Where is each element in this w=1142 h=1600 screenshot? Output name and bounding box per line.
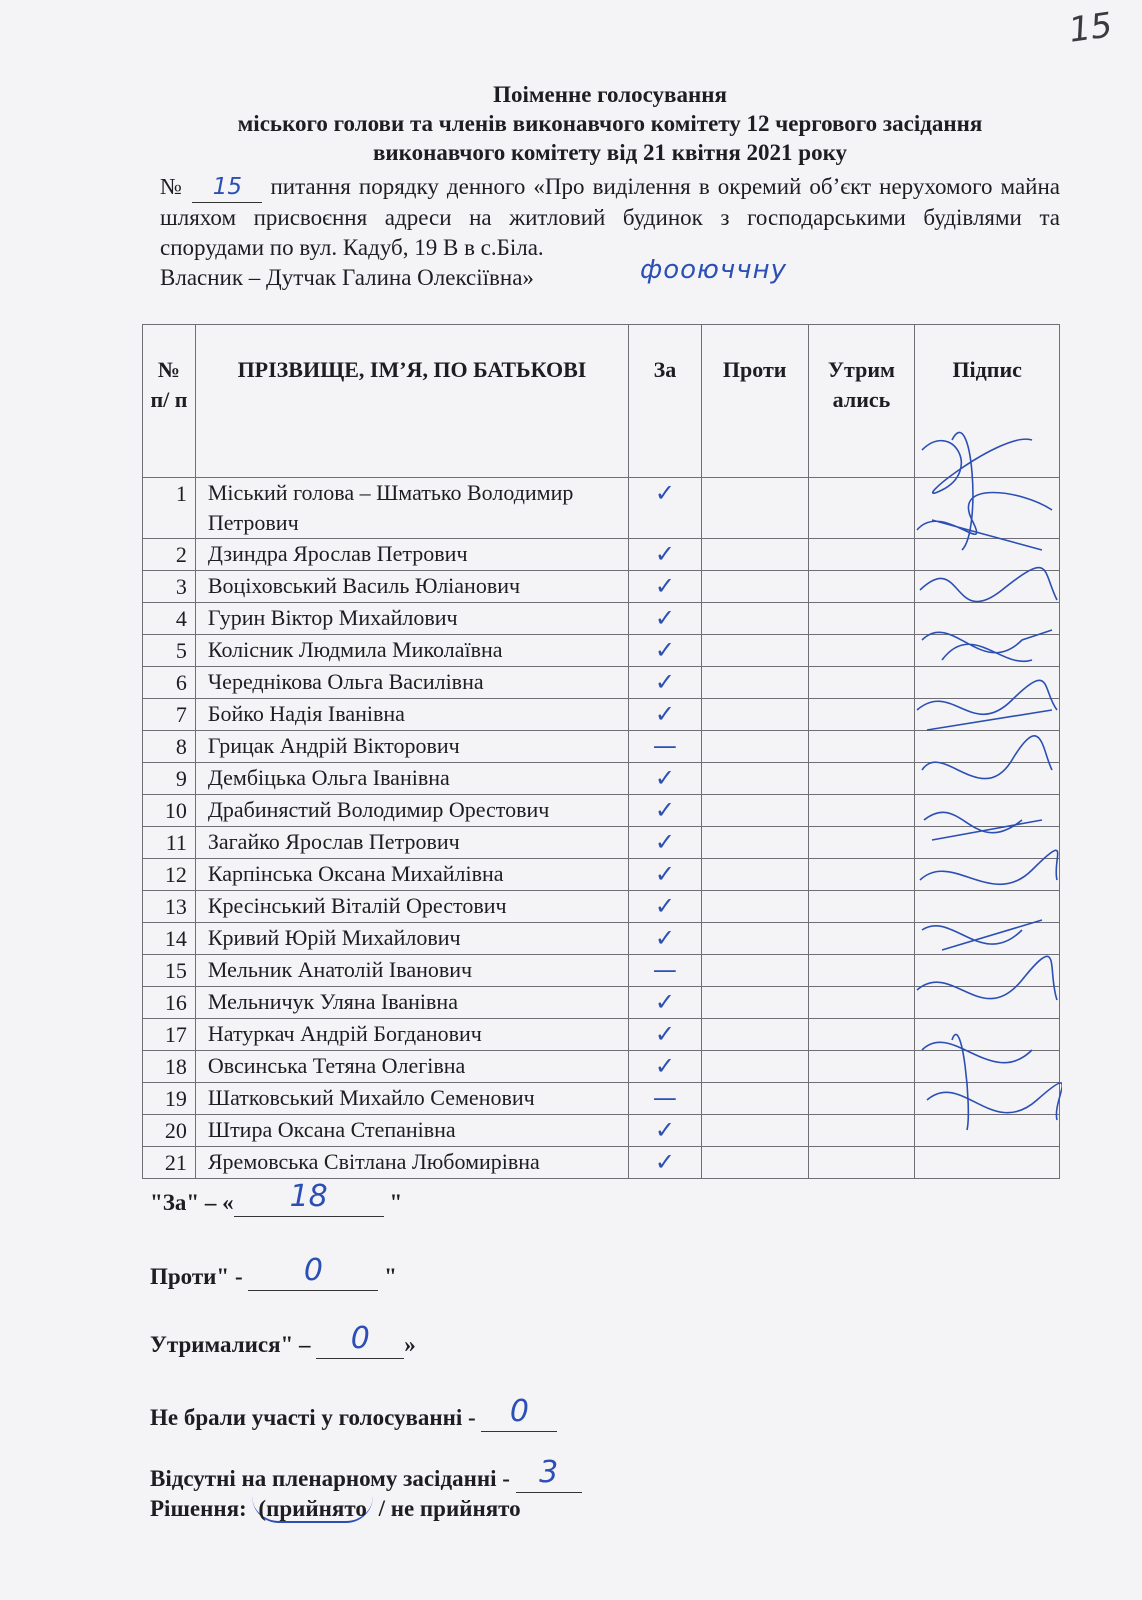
abstained-cell — [808, 1051, 915, 1083]
abstained-cell — [808, 1083, 915, 1115]
member-name: Яремовська Світлана Любомирівна — [195, 1147, 628, 1179]
summary-abstained-value: 0 — [350, 1321, 370, 1356]
header-for: За — [629, 325, 702, 478]
row-number: 14 — [143, 923, 196, 955]
abstained-cell — [808, 539, 915, 571]
decision-label: Рішення: — [150, 1496, 253, 1521]
against-cell — [701, 571, 808, 603]
summary-decision — [150, 1496, 521, 1522]
header-no: № п/ п — [143, 325, 196, 478]
row-number: 10 — [143, 795, 196, 827]
summary-for-value: 18 — [289, 1179, 328, 1214]
member-name: Шатковський Михайло Семенович — [195, 1083, 628, 1115]
row-number: 18 — [143, 1051, 196, 1083]
summary-against-end: " — [378, 1264, 397, 1289]
against-cell — [701, 731, 808, 763]
member-name: Череднікова Ольга Василівна — [195, 667, 628, 699]
vote-mark: ✓ — [629, 571, 702, 603]
summary-for-label: "За" – « — [150, 1190, 234, 1215]
header-against: Проти — [701, 325, 808, 478]
member-name: Кресінський Віталій Орестович — [195, 891, 628, 923]
summary-absent — [150, 1455, 582, 1493]
row-number: 15 — [143, 955, 196, 987]
abstained-cell — [808, 731, 915, 763]
summary-absent-blank — [516, 1455, 582, 1493]
member-name: Драбинястий Володимир Орестович — [195, 795, 628, 827]
against-cell — [701, 763, 808, 795]
vote-mark: ✓ — [629, 603, 702, 635]
vote-mark: ✓ — [629, 539, 702, 571]
row-number: 9 — [143, 763, 196, 795]
owner-signature: фооюччну — [640, 255, 788, 285]
vote-mark: — — [629, 1083, 702, 1115]
row-number: 12 — [143, 859, 196, 891]
against-cell — [701, 1051, 808, 1083]
member-name: Карпінська Оксана Михайлівна — [195, 859, 628, 891]
title-line-1: Поіменне голосування — [493, 82, 727, 107]
against-cell — [701, 539, 808, 571]
row-number: 13 — [143, 891, 196, 923]
abstained-cell — [808, 1115, 915, 1147]
member-name: Грицак Андрій Вікторович — [195, 731, 628, 763]
member-name: Кривий Юрій Михайлович — [195, 923, 628, 955]
vote-mark: ✓ — [629, 763, 702, 795]
abstained-cell — [808, 603, 915, 635]
member-name: Загайко Ярослав Петрович — [195, 827, 628, 859]
abstained-cell — [808, 699, 915, 731]
vote-mark: ✓ — [629, 1019, 702, 1051]
member-name: Воціховський Василь Юліанович — [195, 571, 628, 603]
decision-rest: / не прийнято — [372, 1496, 521, 1521]
member-name: Дзиндра Ярослав Петрович — [195, 539, 628, 571]
against-cell — [701, 1147, 808, 1179]
summary-not-voted-blank — [481, 1394, 557, 1432]
row-number: 11 — [143, 827, 196, 859]
abstained-cell — [808, 859, 915, 891]
abstained-cell — [808, 478, 915, 539]
row-number: 4 — [143, 603, 196, 635]
owner-line: Власник – Дутчак Галина Олексіївна» — [160, 265, 534, 290]
against-cell — [701, 667, 808, 699]
page-number: 15 — [1066, 5, 1115, 51]
row-number: 17 — [143, 1019, 196, 1051]
vote-mark: ✓ — [629, 667, 702, 699]
header-abstained: Утрим ались — [808, 325, 915, 478]
summary-absent-value: 3 — [539, 1455, 559, 1490]
vote-mark: ✓ — [629, 859, 702, 891]
summary-abstained — [150, 1321, 416, 1359]
against-cell — [701, 859, 808, 891]
summary-not-voted — [150, 1394, 557, 1432]
against-cell — [701, 1083, 808, 1115]
vote-mark: ✓ — [629, 923, 702, 955]
vote-mark: — — [629, 731, 702, 763]
against-cell — [701, 1115, 808, 1147]
abstained-cell — [808, 667, 915, 699]
decision-accepted: (прийнято — [252, 1496, 372, 1523]
member-name: Овсинська Тетяна Олегівна — [195, 1051, 628, 1083]
abstained-cell — [808, 763, 915, 795]
member-name: Штира Оксана Степанівна — [195, 1115, 628, 1147]
signatures-scribble — [912, 410, 1062, 1170]
row-number: 20 — [143, 1115, 196, 1147]
summary-absent-label: Відсутні на пленарному засіданні - — [150, 1466, 516, 1491]
against-cell — [701, 1019, 808, 1051]
summary-abstained-label: Утрималися" – — [150, 1332, 317, 1357]
abstained-cell — [808, 955, 915, 987]
document-title — [140, 80, 1080, 167]
abstained-cell — [808, 987, 915, 1019]
row-number: 19 — [143, 1083, 196, 1115]
summary-against-value: 0 — [303, 1253, 323, 1288]
against-cell — [701, 955, 808, 987]
vote-mark: ✓ — [629, 1115, 702, 1147]
row-number: 7 — [143, 699, 196, 731]
vote-mark: ✓ — [629, 795, 702, 827]
vote-mark: ✓ — [629, 699, 702, 731]
vote-mark: ✓ — [629, 891, 702, 923]
summary-abstained-blank — [316, 1321, 404, 1359]
abstained-cell — [808, 827, 915, 859]
member-name: Натуркач Андрій Богданович — [195, 1019, 628, 1051]
against-cell — [701, 603, 808, 635]
agenda-number: 15 — [192, 172, 262, 203]
vote-mark: ✓ — [629, 1051, 702, 1083]
row-number: 8 — [143, 731, 196, 763]
row-number: 1 — [143, 478, 196, 539]
row-number: 2 — [143, 539, 196, 571]
title-line-2: міського голови та членів виконавчого комітету 12 чергового засідання — [237, 111, 983, 136]
against-cell — [701, 891, 808, 923]
abstained-cell — [808, 923, 915, 955]
number-prefix: № — [160, 174, 185, 199]
member-name: Мельничук Уляна Іванівна — [195, 987, 628, 1019]
row-number: 21 — [143, 1147, 196, 1179]
abstained-cell — [808, 1147, 915, 1179]
row-number: 5 — [143, 635, 196, 667]
row-number: 6 — [143, 667, 196, 699]
agenda-text: питання порядку денного «Про виділення в окремий об’єкт нерухомого майна шляхом присвоєння адреси на житловий будинок з господарськими будівлями та спорудами по вул. Кадуб, 19 В в с.Біла. — [160, 174, 1060, 260]
summary-against-blank — [248, 1253, 378, 1291]
summary-against-label: Проти" - — [150, 1264, 249, 1289]
header-signature: Підпис — [915, 325, 1060, 478]
vote-mark: ✓ — [629, 478, 702, 539]
header-name: ПРІЗВИЩЕ, ІМ’Я, ПО БАТЬКОВІ — [195, 325, 628, 478]
abstained-cell — [808, 571, 915, 603]
summary-not-voted-value: 0 — [509, 1394, 530, 1429]
summary-for — [150, 1179, 403, 1217]
against-cell — [701, 635, 808, 667]
abstained-cell — [808, 891, 915, 923]
member-name: Дембіцька Ольга Іванівна — [195, 763, 628, 795]
summary-for-end: " — [383, 1190, 403, 1215]
vote-mark: ✓ — [629, 987, 702, 1019]
summary-against — [150, 1253, 397, 1291]
vote-mark: — — [629, 955, 702, 987]
row-number: 3 — [143, 571, 196, 603]
against-cell — [701, 699, 808, 731]
member-name: Гурин Віктор Михайлович — [195, 603, 628, 635]
against-cell — [701, 795, 808, 827]
abstained-cell — [808, 1019, 915, 1051]
member-name: Міський голова – Шматько Володимир Петрович — [195, 478, 628, 539]
summary-not-voted-label: Не брали участі у голосуванні - — [150, 1405, 482, 1430]
against-cell — [701, 827, 808, 859]
row-number: 16 — [143, 987, 196, 1019]
against-cell — [701, 923, 808, 955]
member-name: Колісник Людмила Миколаївна — [195, 635, 628, 667]
summary-abstained-end: » — [404, 1332, 416, 1357]
summary-for-blank — [234, 1179, 384, 1217]
vote-mark: ✓ — [629, 1147, 702, 1179]
abstained-cell — [808, 635, 915, 667]
against-cell — [701, 478, 808, 539]
against-cell — [701, 987, 808, 1019]
vote-mark: ✓ — [629, 827, 702, 859]
member-name: Мельник Анатолій Іванович — [195, 955, 628, 987]
vote-mark: ✓ — [629, 635, 702, 667]
member-name: Бойко Надія Іванівна — [195, 699, 628, 731]
agenda-item-text — [160, 172, 1060, 293]
abstained-cell — [808, 795, 915, 827]
title-line-3: виконавчого комітету від 21 квітня 2021 року — [372, 140, 848, 165]
